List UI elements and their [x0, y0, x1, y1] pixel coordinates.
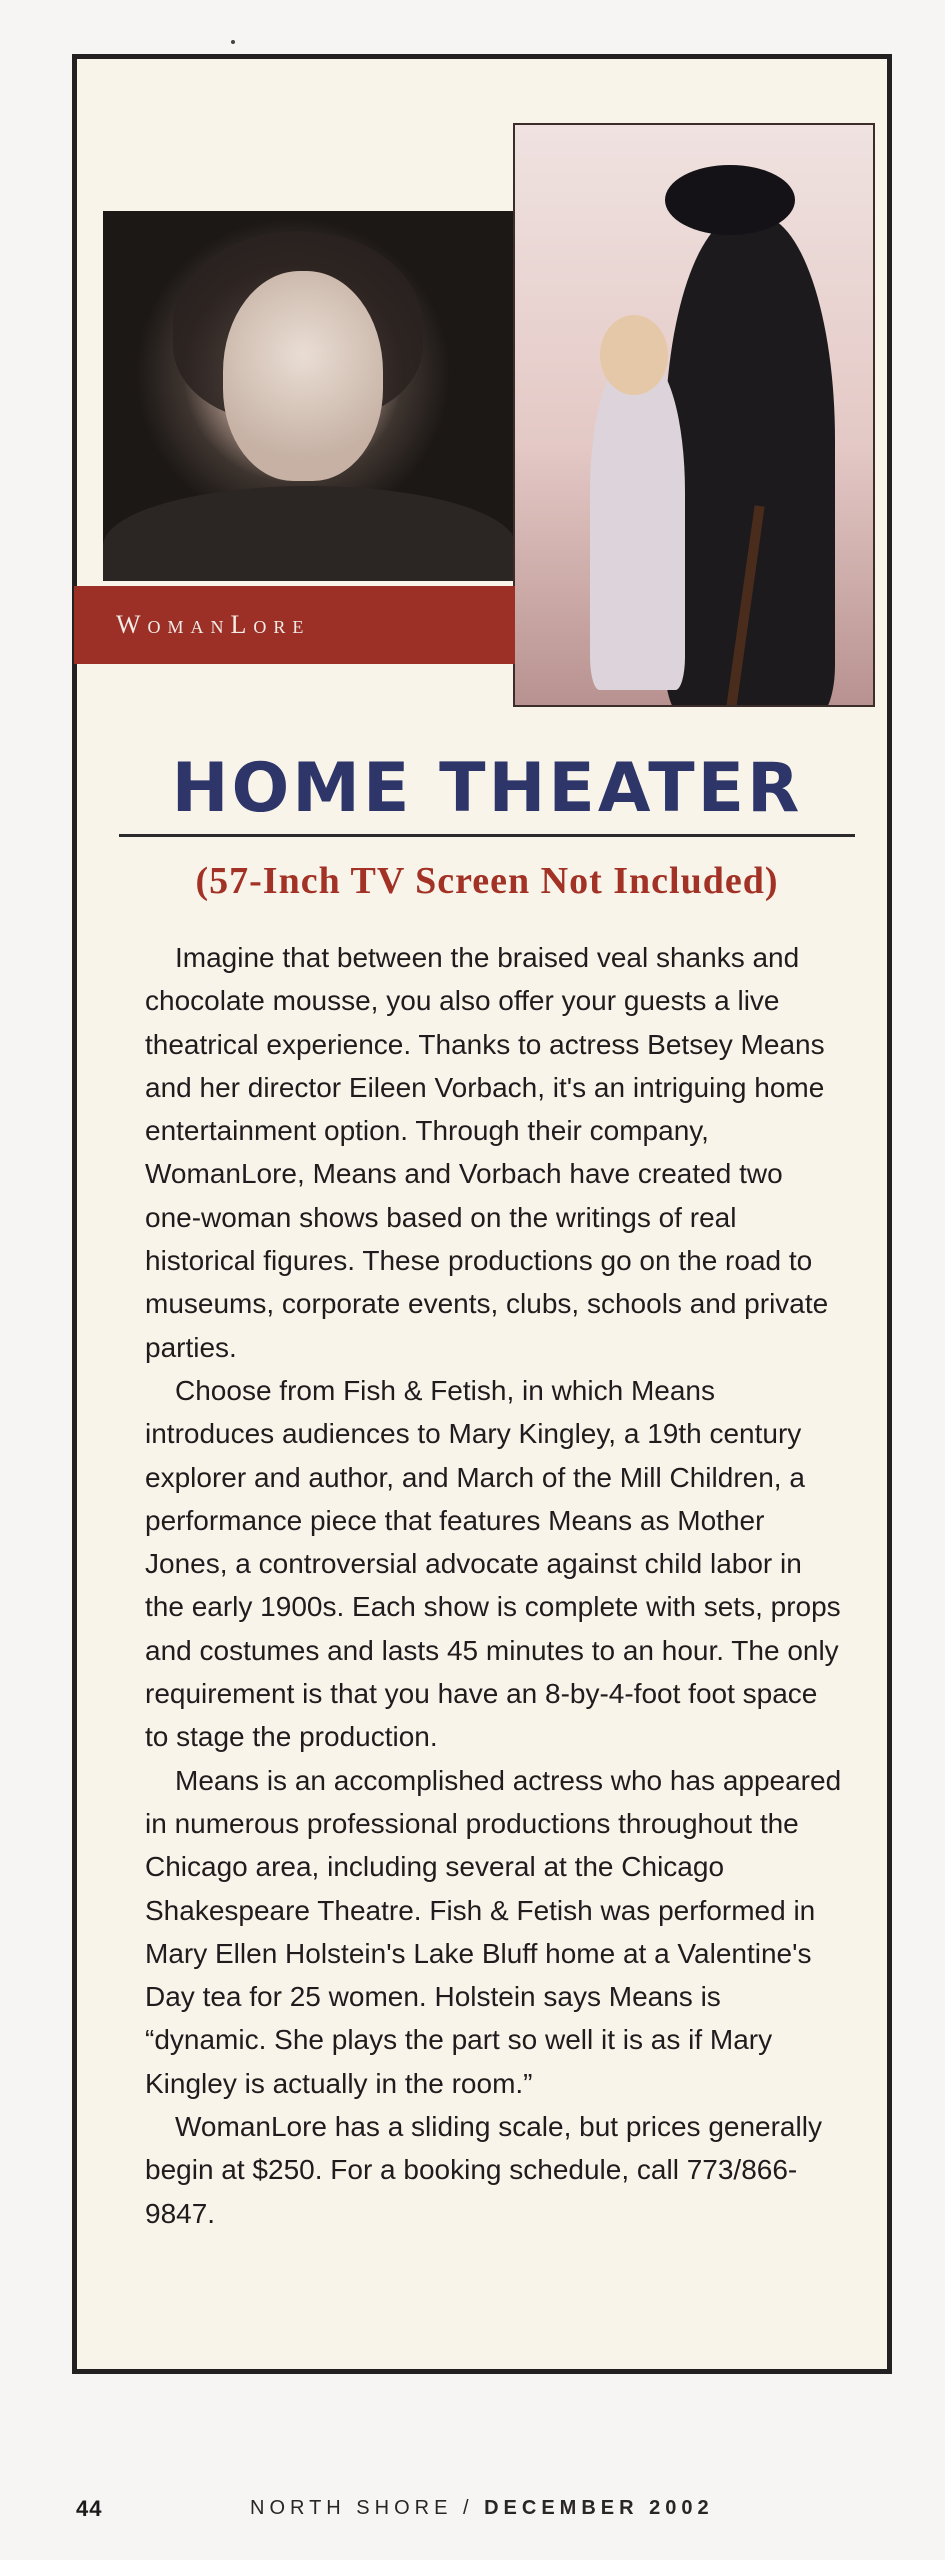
paragraph-1: Imagine that between the braised veal shanks and chocolate mousse, you also offer your guests a live theatrical experience. Thanks to actress Betsey Means and her director Eileen Vorbach, it's an intriguing home entertainment option. Through their company, WomanLore, Means and Vorbach have created two one-woman shows based on the writings of real historical figures. These productions go on the road to museums, corporate events, clubs, schools and private parties.: [145, 942, 829, 1363]
article-panel: [72, 54, 892, 2374]
page-number: 44: [76, 2496, 103, 2521]
magazine-name: NORTH SHORE /: [250, 2497, 474, 2519]
headline: HOME THEATER: [171, 749, 803, 828]
banner-label: WomanLore: [116, 610, 311, 639]
speck: [231, 40, 235, 44]
portrait-photo: [103, 211, 516, 581]
magazine-masthead: [250, 2497, 714, 2520]
article-body: [145, 936, 845, 2235]
company-banner: [74, 586, 515, 664]
paragraph-3: Means is an accomplished actress who has appeared in numerous professional productions throughout the Chicago area, including several at the Chicago Shakespeare Theatre. Fish & Fetish was performed in Mary Ellen Holstein's Lake Bluff home at a Valentine's Day tea for 25 women. Holstein says Means is “dynamic. She plays the part so well it is as if Mary Kingley is actually in the room.”: [145, 1764, 842, 2099]
paragraph-2: Choose from Fish & Fetish, in which Means introduces audiences to Mary Kingley, a 19th century explorer and author, and March of the Mill Children, a performance piece that features Means as Mother Jones, a controversial advocate against child labor in the early 1900s. Each show is complete with sets, props and costumes and lasts 45 minutes to an hour. The only requirement is that you have an 8-by-4-foot foot space to stage the production.: [145, 1374, 841, 1753]
performance-photo: [513, 123, 875, 707]
headline-rule: [119, 834, 855, 837]
paragraph-4: WomanLore has a sliding scale, but prices generally begin at $250. For a booking schedule, call 773/866-9847.: [145, 2111, 822, 2229]
issue-date: DECEMBER 2002: [484, 2497, 714, 2519]
subhead: (57-Inch TV Screen Not Included): [195, 860, 779, 902]
